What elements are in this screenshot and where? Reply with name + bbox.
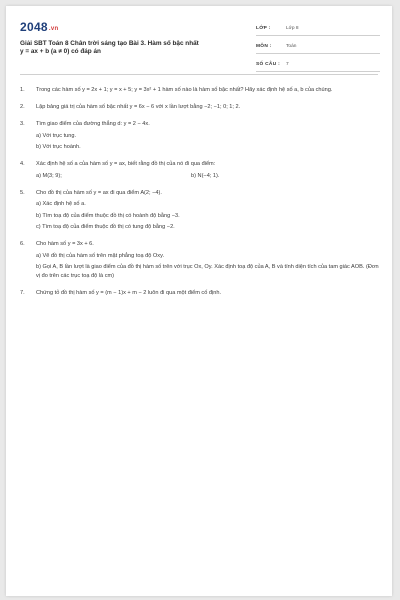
document-page <box>6 6 392 596</box>
question-text: Xác định hệ số a của hàm số y = ax, biết rằng đồ thị của nó đi qua điểm: <box>36 161 216 167</box>
meta-value-count: 7 <box>286 62 289 67</box>
sub-question-a: a) Vẽ đồ thị của hàm số trên mặt phẳng toạ độ Oxy. <box>36 252 165 259</box>
question-7 <box>20 289 380 298</box>
site-logo[interactable] <box>20 20 58 34</box>
logo-suffix-text: .vn <box>48 26 59 32</box>
question-number: 4. <box>20 161 25 167</box>
sub-question-a: a) Xác định hệ số a. <box>36 201 86 207</box>
sub-question-a: a) Với trục tung. <box>36 132 77 139</box>
sub-question-b: b) Tìm toạ độ của điểm thuộc đồ thị có hoành độ bằng −3. <box>36 212 180 219</box>
meta-row-subject <box>256 40 380 54</box>
question-number: 5. <box>20 189 25 196</box>
question-text: Cho hàm số y = 3x + 6. <box>36 241 94 247</box>
question-5 <box>20 189 380 233</box>
question-text: Chứng tỏ đồ thị hàm số y = (m − 1)x + m − 2 luôn đi qua một điểm cố định. <box>36 290 222 296</box>
question-list <box>20 86 380 306</box>
question-number: 1. <box>20 87 25 93</box>
sub-question-pair <box>36 172 380 181</box>
title-line-1: Giải SBT Toán 8 Chân trời sáng tạo Bài 3. Hàm số bậc nhất <box>20 40 199 47</box>
question-2 <box>20 103 380 112</box>
sub-question-a: a) M(3; 9); <box>36 172 62 179</box>
question-text: Trong các hàm số y = 2x + 1; y = x + 5; y = 3x² + 1 hàm số nào là hàm số bậc nhất? Hãy xác định hệ số a, b của chúng. <box>36 87 333 93</box>
question-1 <box>20 86 380 95</box>
meta-row-count <box>256 58 380 72</box>
question-4 <box>20 160 380 181</box>
question-6 <box>20 240 380 281</box>
question-body <box>36 120 380 152</box>
meta-label-class: LỚP : <box>256 26 271 31</box>
meta-value-subject: Toán <box>286 44 297 49</box>
sub-question-b: b) N(−4; 1). <box>191 172 220 179</box>
sub-question-c: c) Tìm toạ độ của điểm thuộc đồ thị có tung độ bằng −2. <box>36 224 175 230</box>
question-text: Tìm giao điểm của đường thẳng d: y = 2 − 4x. <box>36 121 150 127</box>
meta-row-class <box>256 22 380 36</box>
meta-panel <box>256 22 380 76</box>
meta-value-class: Lớp 8 <box>286 26 299 31</box>
question-text: Lập bảng giá trị của hàm số bậc nhất y = 6x − 6 với x lần lượt bằng −2; −1; 0; 1; 2. <box>36 104 241 110</box>
header-divider <box>20 74 378 75</box>
question-body <box>36 240 380 281</box>
sub-question-b: b) Với trục hoành. <box>36 144 81 150</box>
question-number: 7. <box>20 290 25 296</box>
question-number: 2. <box>20 104 25 110</box>
document-title <box>20 40 250 57</box>
meta-label-count: SỐ CÂU : <box>256 62 280 67</box>
question-body <box>36 160 380 181</box>
question-number: 6. <box>20 241 25 247</box>
logo-main-text: 2048 <box>20 20 48 34</box>
question-3 <box>20 120 380 152</box>
question-body <box>36 189 380 233</box>
sub-question-b: b) Gọi A, B lần lượt là giao điểm của đồ thị hàm số trên với trục Ox, Oy. Xác định toạ độ của A, B và tính diện tích của tam giác AOB. (Đơn vị đo trên các trục toạ độ là cm) <box>36 264 379 279</box>
meta-label-subject: MÔN : <box>256 44 272 49</box>
question-number: 3. <box>20 121 25 127</box>
question-text: Cho đồ thị của hàm số y = ax đi qua điểm A(2; −4). <box>36 189 162 196</box>
title-line-2: y = ax + b (a ≠ 0) có đáp án <box>20 48 101 56</box>
